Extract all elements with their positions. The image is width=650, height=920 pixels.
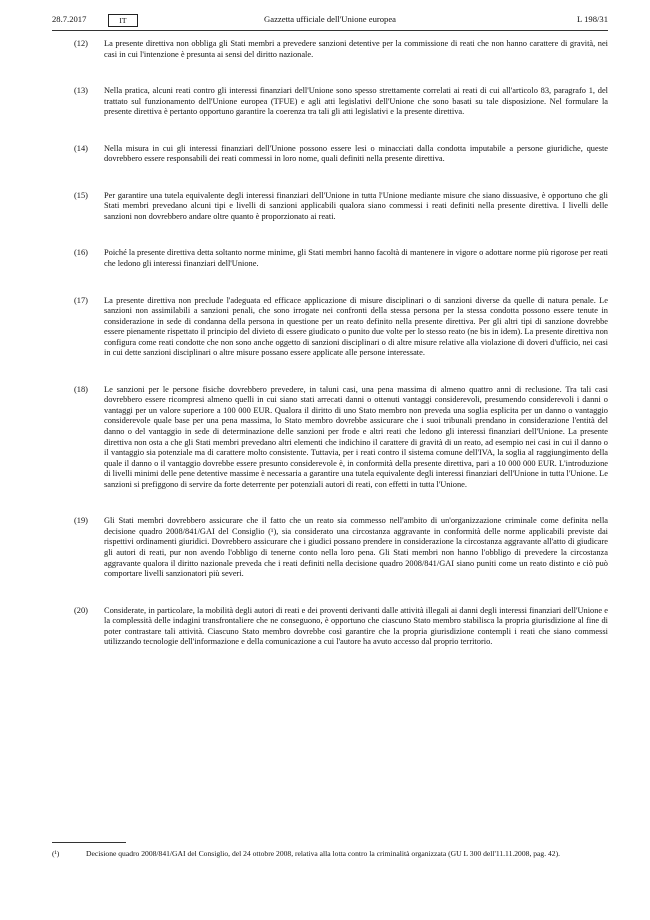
footnote-marker: (¹) bbox=[52, 849, 60, 858]
recital-text: Nella pratica, alcuni reati contro gli interessi finanziari dell'Unione sono spesso strettamente correlati ai reati di cui all'articolo 83, paragrafo 1, del trattato sul funzionamento dell'Unione europea (TFUE) e agli atti legislativi dell'Unione che sono basati su tale disposizione. Nel formulare la presente direttiva è pertanto opportuno garantire la coerenza tra tali gli atti legislativi e la presente direttiva. bbox=[104, 86, 608, 117]
recital-number: (20) bbox=[74, 605, 88, 615]
recital-text: Nella misura in cui gli interessi finanziari dell'Unione possono essere lesi o minacciati dalla condotta imputabile a persone giuridiche, queste dovrebbero essere responsabili dei reati commessi in loro nome, quali definiti nella presente direttiva. bbox=[104, 143, 608, 164]
recital-14 bbox=[52, 144, 608, 165]
recital-text: Poiché la presente direttiva detta soltanto norme minime, gli Stati membri hanno facoltà di mantenere in vigore o adottare norme più rigorose per reati che ledono gli interessi finanziari dell'Unione. bbox=[104, 248, 608, 269]
recital-19 bbox=[52, 516, 608, 579]
header-divider bbox=[52, 30, 608, 31]
recital-text: La presente direttiva non obbliga gli Stati membri a prevedere sanzioni detentive per la commissione di reati che non hanno carattere di gravità, nei casi in cui l'intenzione è presunta ai sensi del diritto nazionale. bbox=[104, 39, 608, 59]
recital-number: (17) bbox=[74, 295, 88, 305]
recital-number: (18) bbox=[74, 384, 88, 394]
language-badge: IT bbox=[108, 14, 138, 27]
recital-number: (13) bbox=[74, 86, 88, 96]
publication-date: 28.7.2017 bbox=[52, 14, 87, 24]
recital-18 bbox=[52, 385, 608, 490]
recital-number: (15) bbox=[74, 190, 88, 200]
recital-12 bbox=[52, 39, 608, 60]
recital-text: Considerate, in particolare, la mobilità degli autori di reati e dei proventi derivanti dalle attività illegali ai danni degli interessi finanziari dell'Unione e la complessità delle indagini transfrontaliere che ne conseguono, è opportuno che ciascuno Stato membro stabilisca la propria giurisdizione al fine di poter contrastare tali attività. Ciascuno Stato membro dovrebbe così garantire che la propria giurisdizione contempli i reati che siano commessi utilizzando tecnologie dell'informazione e della comunicazione a cui l'autore ha avuto accesso dal proprio territorio. bbox=[104, 605, 608, 647]
recital-17 bbox=[52, 296, 608, 359]
recital-number: (16) bbox=[74, 248, 88, 258]
recital-text: Gli Stati membri dovrebbero assicurare che il fatto che un reato sia commesso nell'ambito di un'organizzazione criminale come definita nella decisione quadro 2008/841/GAI del Consiglio (¹), sia considerato una circostanza aggravante in conformità delle norme applicabili previste dai rispettivi ordinamenti giuridici. Dovrebbero assicurare che i giudici possano prendere in considerazione la circostanza aggravante all'atto di giudicare gli autori di reati, pur non avendo l'obbligo di tenerne conto nella loro pena. Gli Stati membri non hanno l'obbligo di prevedere la circostanza aggravante qualora il diritto nazionale preveda che i reati definiti nella decisione quadro 2008/841/GAI siano puniti come un reato distinto e ciò può comportare livelli sanzionatori più severi. bbox=[104, 516, 608, 579]
recital-text: La presente direttiva non preclude l'adeguata ed efficace applicazione di misure disciplinari o di sanzioni diverse da quelle di natura penale. Le sanzioni non assimilabili a sanzioni penali, che sono irrogate nei confronti della stessa persona per la stessa condotta possono essere tenute in considerazione in sede di condanna della persona in questione per un reato definito nella presente direttiva. Per gli altri tipi di sanzione dovrebbe essere pienamente rispettato il principio del divieto di essere giudicato o punito due volte per lo stesso reato (ne bis in idem). La presente direttiva non configura come reati condotte che non sono anche oggetto di sanzioni disciplinari o di altre misure relative alla violazione di doveri d'ufficio, nei casi in cui dette sanzioni disciplinari o altre misure possano essere applicate alle persone interessate. bbox=[104, 295, 608, 358]
footnote bbox=[52, 849, 606, 859]
page-header bbox=[52, 14, 608, 28]
recital-13 bbox=[52, 86, 608, 118]
page-reference: L 198/31 bbox=[577, 14, 608, 24]
recitals-list bbox=[52, 39, 608, 674]
recital-number: (19) bbox=[74, 516, 88, 526]
journal-title: Gazzetta ufficiale dell'Unione europea bbox=[264, 14, 396, 24]
recital-number: (12) bbox=[74, 39, 88, 48]
recital-15 bbox=[52, 191, 608, 223]
recital-text: Per garantire una tutela equivalente degli interessi finanziari dell'Unione in tutta l'Unione mediante misure che siano dissuasive, è opportuno che gli Stati membri prevedano alcuni tipi e livelli di sanzioni applicabili qualora siano commessi i reati definiti nella presente direttiva. I livelli delle sanzioni non dovrebbero andare oltre quanto è proporzionato ai reati. bbox=[104, 190, 608, 221]
recital-20 bbox=[52, 606, 608, 648]
footnote-divider bbox=[52, 842, 126, 843]
recital-16 bbox=[52, 248, 608, 269]
footnote-text: Decisione quadro 2008/841/GAI del Consiglio, del 24 ottobre 2008, relativa alla lotta contro la criminalità organizzata (GU L 300 dell'11.11.2008, pag. 42). bbox=[86, 849, 561, 858]
recital-text: Le sanzioni per le persone fisiche dovrebbero prevedere, in taluni casi, una pena massima di almeno quattro anni di reclusione. Tra tali casi dovrebbero essere ricompresi almeno quelli in cui siano stati arrecati danni o ottenuti vantaggi considerevoli, presumendo considerevoli i danni o vantaggi per un valore superiore a 100 000 EUR. Qualora il diritto di uno Stato membro non preveda una soglia esplicita per un danno o vantaggio considerevole quale base per una pena massima, lo Stato membro dovrebbe assicurare che i suoi tribunali prendano in considerazione l'entità del danno o del vantaggio in sede di determinazione delle sanzioni per frode e altri reati che ledono gli interessi finanziari dell'Unione. La presente direttiva non osta a che gli Stati membri prevedano altri elementi che indichino il carattere di gravità di un reato, ad esempio nei casi in cui il danno o il vantaggio sia potenziale ma di carattere molto consistente. Tuttavia, per i reati contro il sistema comune dell'IVA, la soglia al raggiungimento della quale il danno o il vantaggio dovrebbe essere presunto considerevole è, in conformità della presente direttiva, pari a 10 000 000 EUR. L'introduzione di livelli minimi delle pene detentive massime è necessaria a garantire una tutela equivalente degli interessi finanziari dell'Unione in tutta l'Unione. Le sanzioni si prefiggono di servire da forte deterrente per potenziali autori di reati, con effetti in tutta l'Unione. bbox=[104, 384, 608, 489]
recital-number: (14) bbox=[74, 143, 88, 153]
